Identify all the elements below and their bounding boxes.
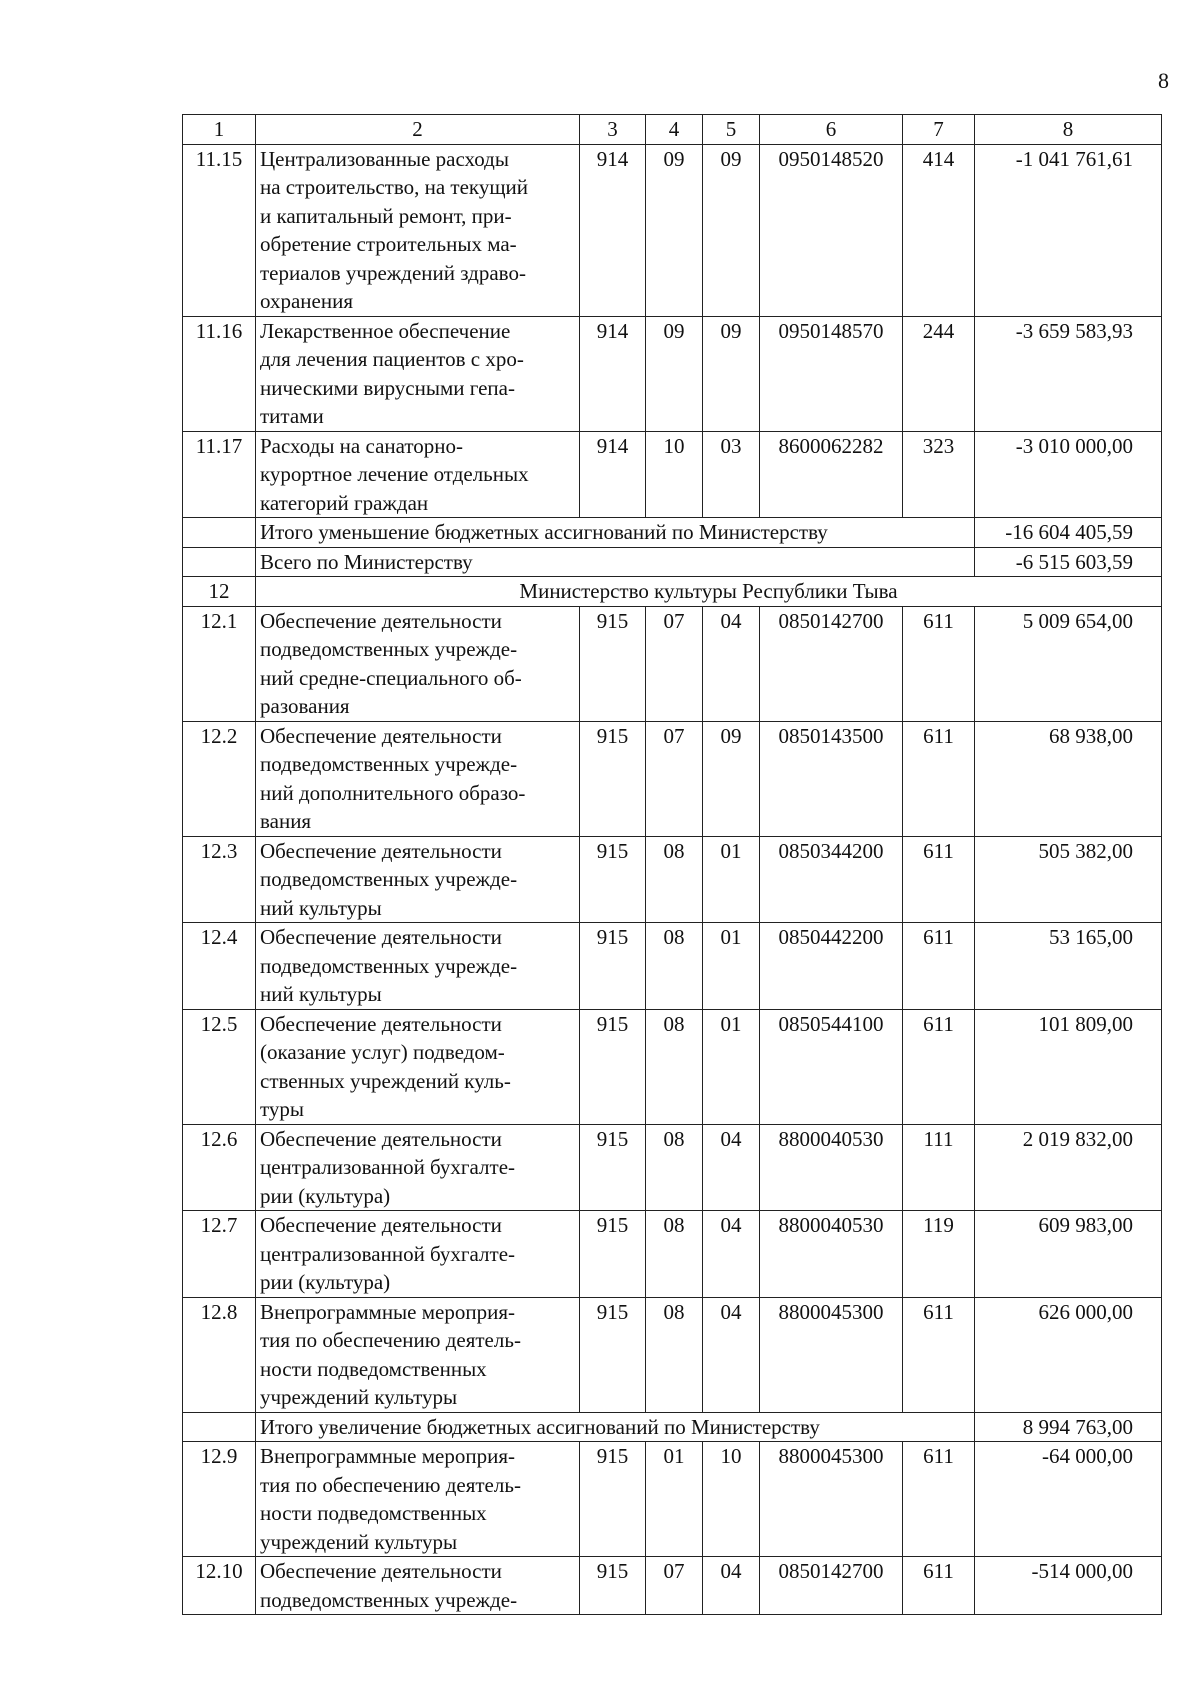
section-code: 10 — [646, 431, 703, 518]
row-description — [256, 1211, 580, 1298]
column-header-row — [183, 115, 1162, 145]
row-description — [256, 1124, 580, 1211]
target-article-code: 0850442200 — [760, 923, 903, 1010]
description-line: подведомственных учрежде- — [260, 953, 518, 978]
target-article-code: 8800040530 — [760, 1124, 903, 1211]
ministry-code: 915 — [580, 923, 646, 1010]
subsection-code: 01 — [703, 836, 760, 923]
target-article-code: 0850143500 — [760, 721, 903, 836]
description-line: Обеспечение деятельности — [260, 838, 502, 863]
description-line: Обеспечение деятельности — [260, 1011, 502, 1036]
description-line: ний дополнительного образо- — [260, 780, 526, 805]
subsection-code: 09 — [703, 721, 760, 836]
subsection-code: 04 — [703, 1211, 760, 1298]
description-line: (оказание услуг) подведом- — [260, 1040, 505, 1064]
total-row — [183, 547, 1162, 577]
amount: 2 019 832,00 — [975, 1124, 1162, 1211]
description-line: ний культуры — [260, 982, 382, 1006]
amount: 626 000,00 — [975, 1297, 1162, 1412]
amount: 609 983,00 — [975, 1211, 1162, 1298]
target-article-code: 8800040530 — [760, 1211, 903, 1298]
description-line: для лечения пациентов с хро- — [260, 347, 524, 371]
amount: -3 659 583,93 — [975, 316, 1162, 431]
subsection-code: 10 — [703, 1442, 760, 1557]
table-body — [183, 115, 1162, 1615]
budget-table — [182, 114, 1162, 1615]
section-code: 07 — [646, 606, 703, 721]
expense-type-code: 244 — [903, 316, 975, 431]
row-number: 11.17 — [183, 431, 256, 518]
subsection-code: 03 — [703, 431, 760, 518]
table-row — [183, 721, 1162, 836]
row-description — [256, 836, 580, 923]
total-row — [183, 518, 1162, 548]
expense-type-code: 611 — [903, 1297, 975, 1412]
expense-type-code: 414 — [903, 144, 975, 316]
row-description — [256, 1297, 580, 1412]
amount: 5 009 654,00 — [975, 606, 1162, 721]
amount: 101 809,00 — [975, 1009, 1162, 1124]
description-line: подведомственных учрежде- — [260, 752, 518, 776]
description-line: категорий граждан — [260, 490, 429, 515]
expense-type-code: 611 — [903, 1442, 975, 1557]
amount: 505 382,00 — [975, 836, 1162, 923]
amount: 53 165,00 — [975, 923, 1162, 1010]
ministry-code: 914 — [580, 144, 646, 316]
section-code: 08 — [646, 836, 703, 923]
description-line: Внепрограммные мероприя- — [260, 1444, 515, 1468]
target-article-code: 0950148520 — [760, 144, 903, 316]
description-line: обретение строительных ма- — [260, 232, 517, 256]
description-line: курортное лечение отдельных — [260, 462, 529, 486]
total-amount: 8 994 763,00 — [975, 1412, 1162, 1442]
amount: -514 000,00 — [975, 1557, 1162, 1615]
description-line: тия по обеспечению деятель- — [260, 1472, 521, 1497]
description-line: подведомственных учрежде- — [260, 1587, 518, 1612]
table-row — [183, 431, 1162, 518]
expense-type-code: 323 — [903, 431, 975, 518]
row-description — [256, 144, 580, 316]
section-code: 08 — [646, 1211, 703, 1298]
row-number: 12.5 — [183, 1009, 256, 1124]
row-number: 12.9 — [183, 1442, 256, 1557]
description-line: ний культуры — [260, 895, 382, 920]
description-line: централизованной бухгалте- — [260, 1155, 516, 1179]
target-article-code: 8800045300 — [760, 1442, 903, 1557]
description-line: вания — [260, 809, 312, 833]
description-line: туры — [260, 1097, 305, 1121]
row-description — [256, 1442, 580, 1557]
description-line: рии (культура) — [260, 1270, 391, 1294]
section-code: 08 — [646, 1009, 703, 1124]
ministry-code: 915 — [580, 1211, 646, 1298]
page-number: 8 — [1158, 68, 1169, 93]
total-row — [183, 1412, 1162, 1442]
expense-type-code: 611 — [903, 1557, 975, 1615]
amount: -64 000,00 — [975, 1442, 1162, 1557]
target-article-code: 0850544100 — [760, 1009, 903, 1124]
row-description — [256, 431, 580, 518]
row-number: 12.6 — [183, 1124, 256, 1211]
section-code: 01 — [646, 1442, 703, 1557]
total-amount: -6 515 603,59 — [975, 547, 1162, 577]
ministry-code: 915 — [580, 836, 646, 923]
expense-type-code: 611 — [903, 721, 975, 836]
description-line: ности подведомственных — [260, 1501, 487, 1525]
row-number: 12.8 — [183, 1297, 256, 1412]
row-number — [183, 1412, 256, 1442]
row-number: 12.2 — [183, 721, 256, 836]
description-line: Обеспечение деятельности — [260, 1559, 502, 1583]
total-label: Всего по Министерству — [256, 547, 975, 577]
description-line: Обеспечение деятельности — [260, 608, 502, 633]
ministry-code: 915 — [580, 1297, 646, 1412]
description-line: Внепрограммные мероприя- — [260, 1299, 515, 1324]
table-row — [183, 923, 1162, 1010]
ministry-code: 915 — [580, 1557, 646, 1615]
target-article-code: 8600062282 — [760, 431, 903, 518]
subsection-code: 04 — [703, 606, 760, 721]
subsection-code: 04 — [703, 1557, 760, 1615]
row-number — [183, 518, 256, 548]
target-article-code: 0850142700 — [760, 606, 903, 721]
section-number: 12 — [183, 577, 256, 607]
table-row — [183, 1211, 1162, 1298]
description-line: рии (культура) — [260, 1183, 391, 1208]
description-line: титами — [260, 404, 324, 428]
total-label: Итого уменьшение бюджетных ассигнований по Министерству — [256, 518, 975, 548]
table-row — [183, 1124, 1162, 1211]
description-line: ний средне-специального об- — [260, 665, 522, 690]
subsection-code: 04 — [703, 1297, 760, 1412]
column-header: 2 — [256, 115, 580, 145]
description-line: Обеспечение деятельности — [260, 723, 502, 748]
section-code: 09 — [646, 144, 703, 316]
subsection-code: 09 — [703, 144, 760, 316]
expense-type-code: 111 — [903, 1124, 975, 1211]
row-number: 12.4 — [183, 923, 256, 1010]
section-code: 07 — [646, 721, 703, 836]
row-number: 11.16 — [183, 316, 256, 431]
row-description — [256, 606, 580, 721]
description-line: тия по обеспечению деятель- — [260, 1328, 521, 1352]
description-line: териалов учреждений здраво- — [260, 260, 526, 285]
description-line: ности подведомственных — [260, 1356, 487, 1381]
row-description — [256, 923, 580, 1010]
description-line: Обеспечение деятельности — [260, 1126, 502, 1151]
section-code: 07 — [646, 1557, 703, 1615]
description-line: учреждений культуры — [260, 1385, 458, 1409]
description-line: Обеспечение деятельности — [260, 925, 502, 949]
target-article-code: 0850142700 — [760, 1557, 903, 1615]
column-header: 6 — [760, 115, 903, 145]
table-row — [183, 1009, 1162, 1124]
expense-type-code: 119 — [903, 1211, 975, 1298]
table-row — [183, 606, 1162, 721]
row-description — [256, 1557, 580, 1615]
column-header: 4 — [646, 115, 703, 145]
section-row — [183, 577, 1162, 607]
ministry-code: 915 — [580, 606, 646, 721]
total-label: Итого увеличение бюджетных ассигнований по Министерству — [256, 1412, 975, 1442]
ministry-code: 915 — [580, 1124, 646, 1211]
row-number: 11.15 — [183, 144, 256, 316]
table-row — [183, 1442, 1162, 1557]
column-header: 7 — [903, 115, 975, 145]
description-line: подведомственных учрежде- — [260, 867, 518, 891]
total-amount: -16 604 405,59 — [975, 518, 1162, 548]
table-row — [183, 144, 1162, 316]
expense-type-code: 611 — [903, 923, 975, 1010]
description-line: Обеспечение деятельности — [260, 1213, 502, 1237]
row-description — [256, 1009, 580, 1124]
description-line: разования — [260, 694, 350, 718]
subsection-code: 09 — [703, 316, 760, 431]
ministry-code: 915 — [580, 1009, 646, 1124]
row-description — [256, 721, 580, 836]
section-code: 08 — [646, 923, 703, 1010]
row-number: 12.1 — [183, 606, 256, 721]
description-line: ническими вирусными гепа- — [260, 375, 515, 400]
table-row — [183, 1557, 1162, 1615]
target-article-code: 0950148570 — [760, 316, 903, 431]
table-row — [183, 1297, 1162, 1412]
description-line: и капитальный ремонт, при- — [260, 203, 512, 228]
description-line: ственных учреждений куль- — [260, 1068, 511, 1093]
description-line: на строительство, на текущий — [260, 175, 528, 199]
description-line: Централизованные расходы — [260, 146, 509, 171]
description-line: Расходы на санаторно- — [260, 433, 464, 458]
row-number: 12.7 — [183, 1211, 256, 1298]
section-code: 09 — [646, 316, 703, 431]
target-article-code: 8800045300 — [760, 1297, 903, 1412]
ministry-code: 914 — [580, 431, 646, 518]
description-line: охранения — [260, 289, 353, 313]
row-description — [256, 316, 580, 431]
column-header: 1 — [183, 115, 256, 145]
subsection-code: 04 — [703, 1124, 760, 1211]
subsection-code: 01 — [703, 1009, 760, 1124]
row-number: 12.10 — [183, 1557, 256, 1615]
section-title: Министерство культуры Республики Тыва — [256, 577, 1162, 607]
column-header: 8 — [975, 115, 1162, 145]
ministry-code: 914 — [580, 316, 646, 431]
row-number — [183, 547, 256, 577]
expense-type-code: 611 — [903, 606, 975, 721]
description-line: учреждений культуры — [260, 1529, 458, 1554]
expense-type-code: 611 — [903, 836, 975, 923]
table-row — [183, 316, 1162, 431]
row-number: 12.3 — [183, 836, 256, 923]
subsection-code: 01 — [703, 923, 760, 1010]
amount: -3 010 000,00 — [975, 431, 1162, 518]
section-code: 08 — [646, 1124, 703, 1211]
ministry-code: 915 — [580, 721, 646, 836]
target-article-code: 0850344200 — [760, 836, 903, 923]
ministry-code: 915 — [580, 1442, 646, 1557]
description-line: подведомственных учрежде- — [260, 637, 518, 661]
amount: -1 041 761,61 — [975, 144, 1162, 316]
column-header: 5 — [703, 115, 760, 145]
table-row — [183, 836, 1162, 923]
description-line: Лекарственное обеспечение — [260, 318, 511, 343]
section-code: 08 — [646, 1297, 703, 1412]
amount: 68 938,00 — [975, 721, 1162, 836]
column-header: 3 — [580, 115, 646, 145]
expense-type-code: 611 — [903, 1009, 975, 1124]
description-line: централизованной бухгалте- — [260, 1241, 516, 1266]
